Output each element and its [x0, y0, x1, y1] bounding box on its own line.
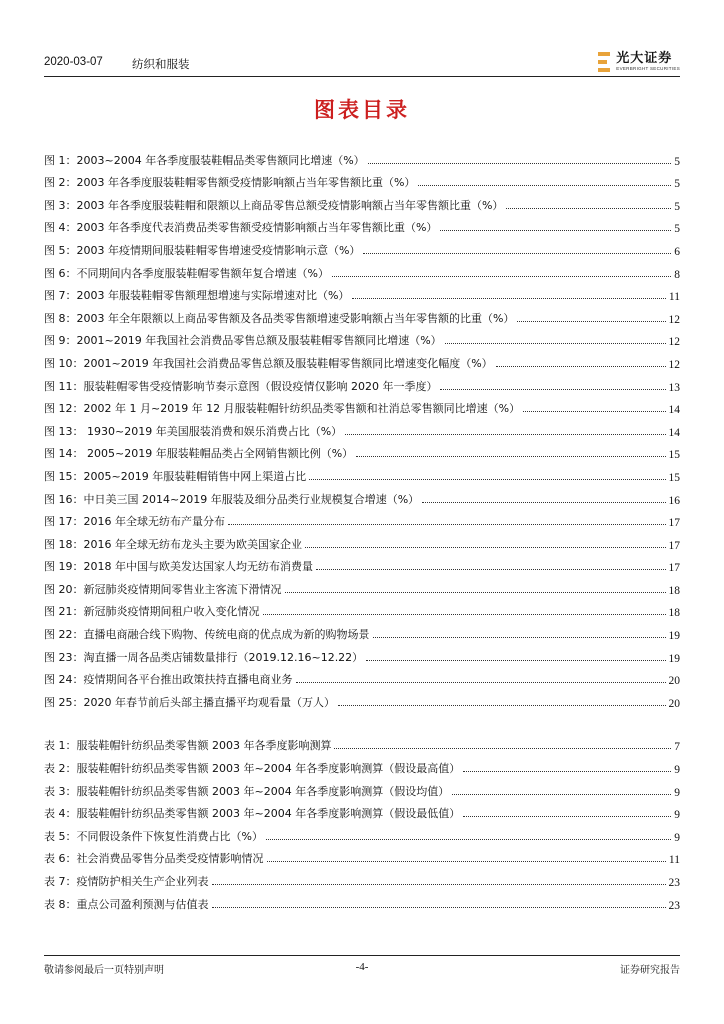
entry-label: 图 25：2020 年春节前后头部主播直播平均观看量（万人） — [44, 695, 335, 709]
dot-leader — [440, 230, 671, 231]
figure-entry[interactable] — [44, 348, 680, 371]
page-number: -4- — [355, 961, 369, 973]
entry-label: 图 7：2003 年服装鞋帽零售额理想增速与实际增速对比（%） — [44, 289, 350, 303]
entry-page-number: 19 — [668, 652, 680, 665]
dot-leader — [263, 614, 666, 615]
entry-label: 图 24：疫情期间各平台推出政策扶持直播电商业务 — [44, 673, 293, 687]
figure-entry[interactable] — [44, 439, 680, 462]
dot-leader — [296, 682, 666, 683]
figure-entry[interactable] — [44, 281, 680, 304]
dot-leader — [345, 434, 665, 435]
industry-label: 纺织和服装 — [132, 57, 190, 71]
figure-entry[interactable] — [44, 190, 680, 213]
entry-label: 表 8：重点公司盈利预测与估值表 — [44, 897, 209, 911]
table-entry[interactable] — [44, 889, 680, 912]
logo-mark-icon — [598, 52, 612, 72]
entry-page-number: 6 — [674, 245, 680, 258]
dot-leader — [305, 547, 666, 548]
table-of-figures — [44, 145, 680, 912]
figure-entry[interactable] — [44, 258, 680, 281]
dot-leader — [422, 502, 665, 503]
dot-leader — [316, 569, 666, 570]
dot-leader — [363, 253, 671, 254]
entry-page-number: 9 — [674, 764, 680, 777]
entry-page-number: 19 — [668, 630, 680, 643]
figure-entry[interactable] — [44, 394, 680, 417]
entry-page-number: 15 — [668, 449, 680, 462]
entry-label: 表 4：服装鞋帽针纺织品类零售额 2003 年~2004 年各季度影响测算（假设最低值） — [44, 807, 461, 821]
figure-entry[interactable] — [44, 168, 680, 191]
entry-label: 图 4：2003 年各季度代表消费品类零售额受疫情影响额占当年零售额比重（%） — [44, 221, 438, 235]
entry-page-number: 23 — [668, 877, 680, 889]
figure-entry[interactable] — [44, 461, 680, 484]
entry-label: 图 16：中日美三国 2014~2019 年服装及细分品类行业规模复合增速（%） — [44, 492, 420, 506]
table-list — [44, 731, 680, 912]
dot-leader — [373, 637, 666, 638]
entry-page-number: 11 — [668, 854, 680, 867]
report-type: 证券研究报告 — [620, 965, 680, 976]
entry-label: 图 5：2003 年疫情期间服装鞋帽零售增速受疫情影响示意（%） — [44, 243, 361, 257]
footer-divider — [44, 955, 680, 956]
entry-page-number: 9 — [674, 786, 680, 799]
figure-entry[interactable] — [44, 642, 680, 665]
dot-leader — [266, 839, 671, 840]
figure-entry[interactable] — [44, 619, 680, 642]
entry-label: 图 3：2003 年各季度服装鞋帽和限额以上商品零售总额受疫情影响额占当年零售额比重（%） — [44, 198, 504, 212]
entry-page-number: 14 — [668, 404, 680, 417]
entry-page-number: 5 — [674, 200, 680, 213]
report-date: 2020-03-07 — [44, 56, 103, 68]
page-header — [44, 50, 680, 76]
entry-label: 图 1：2003~2004 年各季度服装鞋帽品类零售额同比增速（%） — [44, 153, 365, 167]
table-entry[interactable] — [44, 844, 680, 867]
entry-page-number: 5 — [674, 223, 680, 236]
entry-page-number: 17 — [668, 517, 680, 530]
header-divider — [44, 76, 680, 77]
section-gap — [44, 710, 680, 731]
dot-leader — [356, 456, 665, 457]
dot-leader — [496, 366, 666, 367]
entry-label: 图 12：2002 年 1 月~2019 年 12 月服装鞋帽针纺织品类零售额和社消总零售额同比增速（%） — [44, 402, 521, 416]
entry-page-number: 16 — [668, 494, 680, 507]
dot-leader — [334, 748, 671, 749]
entry-label: 表 7：疫情防护相关生产企业列表 — [44, 875, 209, 888]
entry-page-number: 9 — [674, 809, 680, 822]
entry-label: 图 2：2003 年各季度服装鞋帽零售额受疫情影响额占当年零售额比重（%） — [44, 176, 416, 190]
logo-name: 光大证券 — [616, 51, 673, 66]
page-title: 图表目录 — [314, 97, 410, 122]
dot-leader — [418, 185, 671, 186]
figure-entry[interactable] — [44, 484, 680, 507]
entry-page-number: 12 — [668, 336, 680, 349]
entry-page-number: 17 — [668, 539, 680, 552]
table-entry[interactable] — [44, 731, 680, 754]
dot-leader — [368, 163, 672, 164]
entry-label: 图 22：直播电商融合线下购物、传统电商的优点成为新的购物场景 — [44, 628, 370, 642]
figure-entry[interactable] — [44, 507, 680, 530]
figure-list — [44, 145, 680, 710]
entry-label: 图 6：不同期间内各季度服装鞋帽零售额年复合增速（%） — [44, 266, 329, 280]
dot-leader — [506, 208, 671, 209]
entry-label: 表 2：服装鞋帽针纺织品类零售额 2003 年~2004 年各季度影响测算（假设最高值） — [44, 762, 461, 776]
entry-label: 图 11：服装鞋帽零售受疫情影响节奏示意图（假设疫情仅影响 2020 年一季度） — [44, 379, 438, 393]
entry-page-number: 7 — [674, 741, 680, 754]
entry-label: 表 6：社会消费品零售分品类受疫情影响情况 — [44, 852, 264, 866]
table-entry[interactable] — [44, 821, 680, 844]
entry-label: 图 13： 1930~2019 年美国服装消费和娱乐消费占比（%） — [44, 424, 343, 438]
entry-page-number: 13 — [668, 381, 680, 394]
entry-label: 图 20：新冠肺炎疫情期间零售业主客流下滑情况 — [44, 582, 282, 596]
dot-leader — [517, 321, 665, 322]
figure-entry[interactable] — [44, 416, 680, 439]
figure-entry[interactable] — [44, 371, 680, 394]
figure-entry[interactable] — [44, 597, 680, 620]
dot-leader — [523, 411, 665, 412]
figure-entry[interactable] — [44, 574, 680, 597]
dot-leader — [440, 389, 665, 390]
figure-entry[interactable] — [44, 145, 680, 168]
entry-page-number: 15 — [668, 471, 680, 484]
entry-label: 图 9：2001~2019 年我国社会消费品零售总额及服装鞋帽零售额同比增速（%） — [44, 334, 442, 348]
figure-entry[interactable] — [44, 213, 680, 236]
dot-leader — [445, 343, 666, 344]
figure-entry[interactable] — [44, 552, 680, 575]
disclaimer-note: 敬请参阅最后一页特别声明 — [44, 965, 164, 976]
entry-page-number: 12 — [668, 313, 680, 326]
figure-entry[interactable] — [44, 665, 680, 688]
entry-label: 表 5：不同假设条件下恢复性消费占比（%） — [44, 829, 263, 843]
entry-page-number: 8 — [674, 268, 680, 281]
entry-page-number: 11 — [668, 291, 680, 304]
logo-english-name: EVERBRIGHT SECURITIES — [616, 66, 680, 71]
entry-page-number: 14 — [668, 426, 680, 439]
figure-entry[interactable] — [44, 326, 680, 349]
entry-label: 图 17：2016 年全球无纺布产量分布 — [44, 515, 225, 529]
figure-entry[interactable] — [44, 529, 680, 552]
dot-leader — [366, 660, 665, 661]
entry-label: 图 23：淘直播一周各品类店铺数量排行（2019.12.16~12.22） — [44, 650, 364, 664]
dot-leader — [309, 479, 665, 480]
entry-label: 表 1：服装鞋帽针纺织品类零售额 2003 年各季度影响测算 — [44, 739, 332, 753]
table-entry[interactable] — [44, 866, 680, 889]
entry-page-number: 20 — [668, 697, 680, 710]
dot-leader — [228, 524, 666, 525]
dot-leader — [212, 884, 666, 885]
entry-page-number: 9 — [674, 831, 680, 844]
dot-leader — [463, 771, 671, 772]
dot-leader — [463, 816, 671, 817]
dot-leader — [352, 298, 665, 299]
dot-leader — [332, 276, 671, 277]
company-logo — [598, 50, 680, 74]
entry-page-number: 20 — [668, 675, 680, 688]
table-entry[interactable] — [44, 799, 680, 822]
entry-label: 图 10：2001~2019 年我国社会消费品零售总额及服装鞋帽零售额同比增速变化幅度（%） — [44, 356, 493, 370]
entry-label: 图 14： 2005~2019 年服装鞋帽品类占全网销售额比例（%） — [44, 447, 354, 461]
dot-leader — [285, 592, 666, 593]
table-entry[interactable] — [44, 753, 680, 776]
entry-label: 图 21：新冠肺炎疫情期间租户收入变化情况 — [44, 605, 260, 619]
entry-label: 表 3：服装鞋帽针纺织品类零售额 2003 年~2004 年各季度影响测算（假设均值） — [44, 784, 450, 798]
entry-page-number: 23 — [668, 899, 680, 912]
entry-label: 图 19：2018 年中国与欧美发达国家人均无纺布消费量 — [44, 560, 313, 574]
figure-entry[interactable] — [44, 303, 680, 326]
dot-leader — [267, 861, 666, 862]
entry-label: 图 18：2016 年全球无纺布龙头主要为欧美国家企业 — [44, 537, 302, 551]
dot-leader — [338, 705, 666, 706]
figure-entry[interactable] — [44, 235, 680, 258]
entry-page-number: 18 — [668, 584, 680, 597]
entry-page-number: 18 — [668, 607, 680, 620]
dot-leader — [212, 907, 666, 908]
entry-label: 图 15：2005~2019 年服装鞋帽销售中网上渠道占比 — [44, 469, 307, 483]
entry-page-number: 12 — [668, 358, 680, 371]
entry-page-number: 17 — [668, 562, 680, 575]
figure-entry[interactable] — [44, 687, 680, 710]
entry-page-number: 5 — [674, 155, 680, 168]
entry-page-number: 5 — [674, 178, 680, 191]
entry-label: 图 8：2003 年全年限额以上商品零售额及各品类零售额增速受影响额占当年零售额的比重（%） — [44, 311, 515, 325]
table-entry[interactable] — [44, 776, 680, 799]
dot-leader — [452, 794, 671, 795]
